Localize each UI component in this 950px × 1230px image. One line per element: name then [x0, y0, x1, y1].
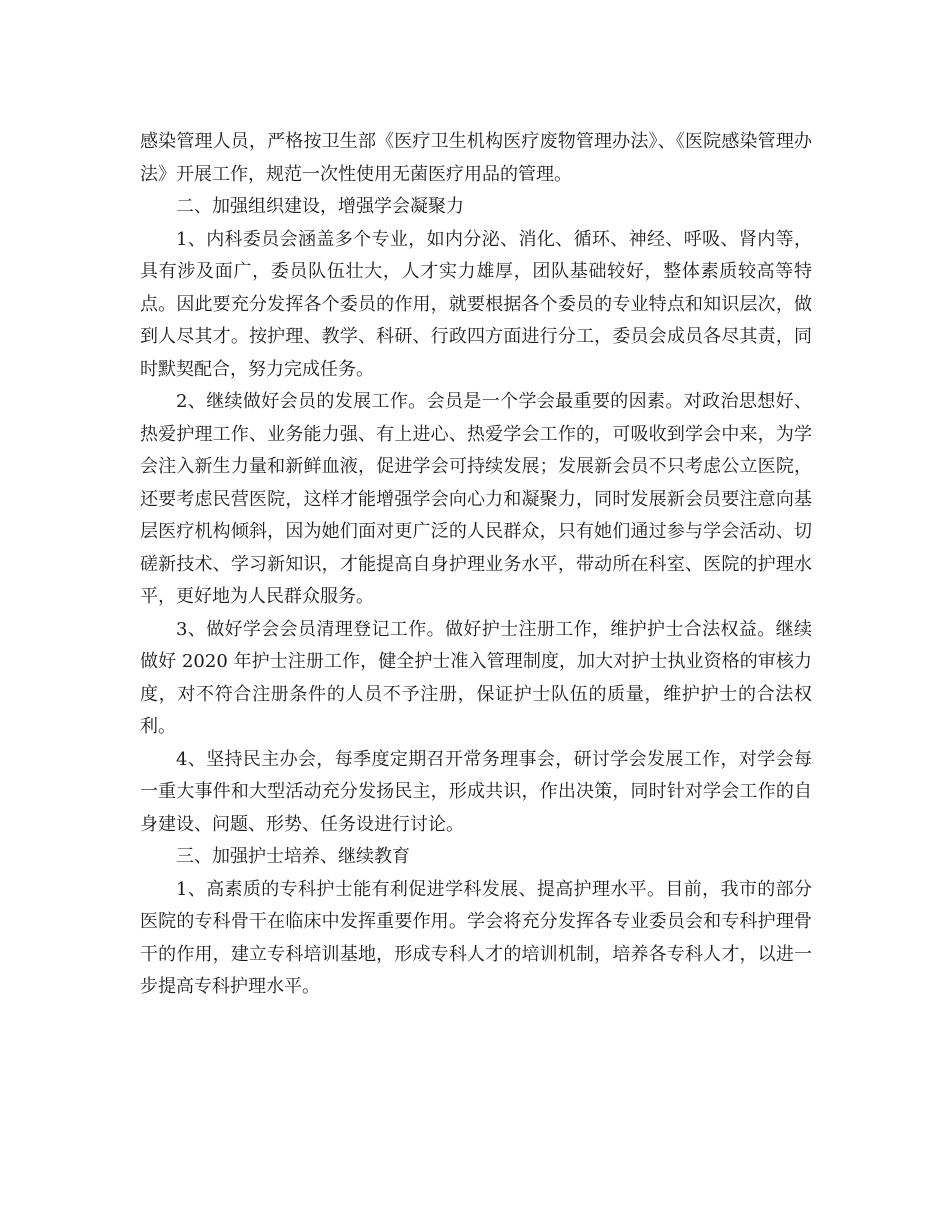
paragraph-continuation: 感染管理人员，严格按卫生部《医疗卫生机构医疗废物管理办法》、《医院感染管理办法》开展工作，规范一次性使用无菌医疗用品的管理。: [140, 131, 812, 185]
paragraph-registration: 3、做好学会会员清理登记工作。做好护士注册工作，维护护士合法权益。继续做好 2020 年护士注册工作，健全护士准入管理制度，加大对护士执业资格的审核力度，对不符合注册条件的人员不予注册，保证护士队伍的质量，维护护士的合法权利。: [140, 618, 812, 737]
document-body: [140, 126, 812, 1004]
section-heading-organization: 二、加强组织建设，增强学会凝聚力: [176, 196, 464, 217]
paragraph-committee: 1、内科委员会涵盖多个专业，如内分泌、消化、循环、神经、呼吸、肾内等，具有涉及面广，委员队伍壮大，人才实力雄厚，团队基础较好，整体素质较高等特点。因此要充分发挥各个委员的作用，就要根据各个委员的专业特点和知识层次，做到人尽其才。按护理、教学、科研、行政四方面进行分工，委员会成员各尽其责，同时默契配合，努力完成任务。: [140, 228, 812, 380]
paragraph-member-development: 2、继续做好会员的发展工作。会员是一个学会最重要的因素。对政治思想好、热爱护理工作、业务能力强、有上进心、热爱学会工作的，可吸收到学会中来，为学会注入新生力量和新鲜血液，促进学会可持续发展；发展新会员不只考虑公立医院，还要考虑民营医院，这样才能增强学会向心力和凝聚力，同时发展新会员要注意向基层医疗机构倾斜，因为她们面对更广泛的人民群众，只有她们通过参与学会活动、切磋新技术、学习新知识，才能提高自身护理业务水平，带动所在科室、医院的护理水平，更好地为人民群众服务。: [140, 391, 812, 607]
section-heading-training: 三、加强护士培养、继续教育: [176, 846, 410, 867]
paragraph-specialist-nurses: 1、高素质的专科护士能有利促进学科发展、提高护理水平。目前，我市的部分医院的专科骨干在临床中发挥重要作用。学会将充分发挥各专业委员会和专科护理骨干的作用，建立专科培训基地，形成专科人才的培训机制，培养各专科人才，以进一步提高专科护理水平。: [140, 878, 812, 997]
paragraph-democratic-management: 4、坚持民主办会，每季度定期召开常务理事会，研讨学会发展工作，对学会每一重大事件和大型活动充分发扬民主，形成共识，作出决策，同时针对学会工作的自身建设、问题、形势、任务设进行讨论。: [140, 748, 812, 835]
